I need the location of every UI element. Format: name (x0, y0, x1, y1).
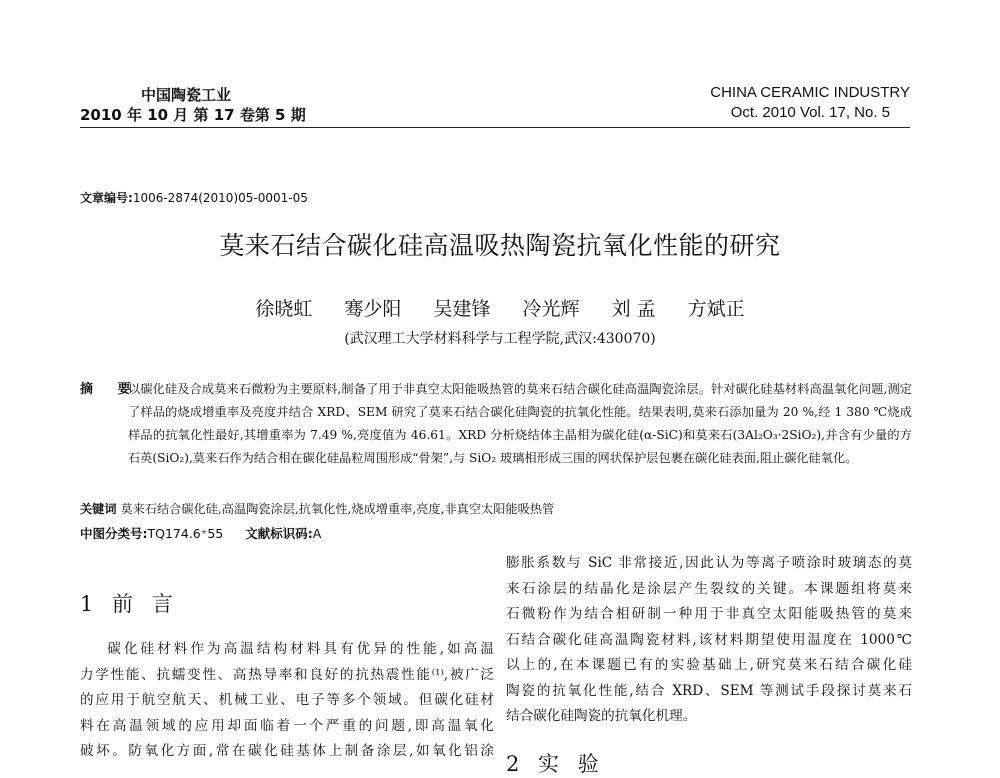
clc-label: 中图分类号: (80, 526, 148, 541)
author-name: 吴建锋 (433, 298, 491, 320)
body-left-column (80, 637, 494, 765)
classification (80, 524, 321, 542)
body-line: 的应用于航空航天、机械工业、电子等多个领域。但碳化硅材 (80, 692, 494, 708)
body-line: 碳化硅材料作为高温结构材料具有优异的性能,如高温 (107, 641, 494, 657)
body-line: 石微粉作为结合相研制一种用于非真空太阳能吸热管的莫来 (506, 606, 912, 622)
body-line: 料在高温领域的应用却面临着一个严重的问题,即高温氧化 (80, 717, 494, 734)
journal-name-en: CHINA CERAMIC INDUSTRY (710, 84, 910, 101)
issue-info-cn: 2010 年 10 月 第 17 卷第 5 期 (80, 106, 306, 124)
affiliation: (武汉理工大学材料科学与工程学院,武汉:430070) (344, 331, 656, 347)
author-name: 徐晓虹 (255, 298, 313, 320)
paper-title: 莫来石结合碳化硅高温吸热陶瓷抗氧化性能的研究 (219, 231, 781, 260)
next-section-heading: 2 实 验 (506, 752, 605, 776)
author-list (0, 294, 1000, 321)
doc-code-value: A (312, 526, 322, 541)
article-number-label: 文章编号: (80, 191, 133, 205)
doc-code-label: 文献标识码: (245, 526, 313, 541)
keywords-text: 莫来石结合碳化硅,高温陶瓷涂层,抗氧化性,烧成增重率,亮度,非真空太阳能吸热管 (120, 502, 555, 516)
article-number-value: 1006-2874(2010)05-0001-05 (132, 191, 308, 205)
author-name: 冷光辉 (522, 298, 580, 320)
clc-value: TQ174.6⁺55 (147, 526, 224, 541)
abstract-text: 以碳化硅及合成莫来石微粉为主要原料,制备了用于非真空太阳能吸热管的莫来石结合碳化硅高温陶瓷涂层。针对碳化硅基材料高温氧化问题,测定了样品的烧成增重率及亮度并结合 XRD、SEM 研究了莫来石结合碳化硅陶瓷的抗氧化性能。结果表明,莫来石添加量为 20 %,经 1 380 ℃烧成样品的抗氧化性最好,其增重率为 7.49 %,亮度值为 46.61。XRD 分析烧结体主晶相为碳化硅(α-SiC)和莫来石(3Al₂O₃·2SiO₂),并含有少量的方石英(SiO₂),莫来石作为结合相在碳化硅晶粒周围形成“骨架”,与 SiO₂ 玻璃相形成三围的网状保护层包裹在碳化硅表面,阻止碳化硅氧化。 (128, 382, 912, 465)
article-number (80, 189, 308, 206)
body-line: 来石涂层的结晶化是涂层产生裂纹的关键。本课题组将莫来 (506, 580, 912, 597)
author-name: 刘 孟 (611, 298, 656, 320)
body-line: 膨胀系数与 SiC 非常接近,因此认为等离子喷涂时玻璃态的莫 (506, 555, 912, 571)
keywords (80, 500, 912, 517)
body-line: 以上的,在本课题已有的实验基础上,研究莫来石结合碳化硅 (506, 657, 912, 673)
body-line: 力学性能、抗蠕变性、高热导率和良好的抗热震性能⁽¹⁾,被广泛 (80, 666, 494, 683)
body-line: 石结合碳化硅高温陶瓷材料,该材料期望使用温度在 1000℃ (506, 631, 912, 648)
body-right-column (506, 551, 912, 730)
author-name: 方斌正 (687, 298, 745, 320)
header-rule (80, 127, 910, 128)
body-line: 破坏。防氧化方面,常在碳化硅基体上制备涂层,如氧化铝涂 (80, 743, 494, 759)
abstract-label: 摘 要 (80, 382, 141, 397)
journal-name-cn: 中国陶瓷工业 (141, 86, 232, 104)
author-name: 骞少阳 (344, 298, 402, 320)
body-line: 结合碳化硅陶瓷的抗氧化机理。 (506, 708, 697, 724)
body-line: 陶瓷的抗氧化性能,结合 XRD、SEM 等测试手段探讨莫来石 (506, 682, 912, 699)
keywords-label: 关键词 (80, 502, 117, 516)
issue-info-en: Oct. 2010 Vol. 17, No. 5 (730, 104, 890, 121)
section-heading: 1 前 言 (80, 592, 179, 616)
abstract (80, 378, 912, 470)
